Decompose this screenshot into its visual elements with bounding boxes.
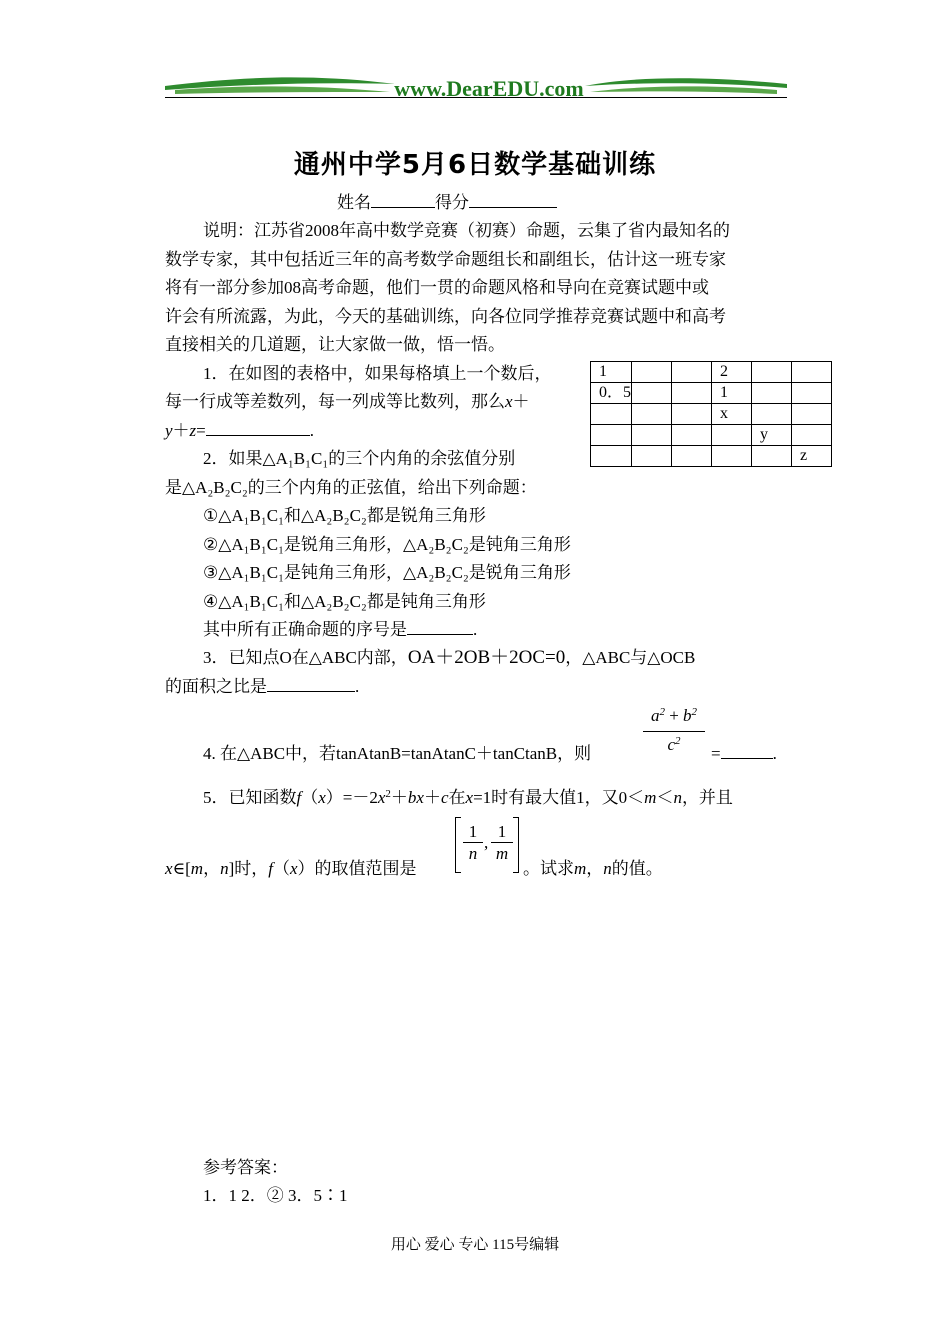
q4-denominator: $c^2$	[667, 735, 681, 754]
q4-numerator: $a^2 + b^2$	[650, 706, 698, 725]
q1-grid-table	[590, 361, 832, 467]
q1-answer-blank[interactable]	[206, 421, 310, 436]
q5-frac-1: 1 n	[463, 822, 483, 865]
grid-cell	[792, 404, 832, 425]
grid-cell	[752, 404, 792, 425]
intro-line-3: 将有一部分参加08高考命题，他们一贯的命题风格和导向在竞赛试题中或	[165, 278, 709, 297]
grid-cell	[632, 425, 672, 446]
q5-line-1: 5．已知函数$f(x)=-2x^2+bx+c$在x=1时有最大值1，又0＜m＜n，并且	[203, 788, 733, 807]
intro-line-5: 直接相关的几道题，让大家做一做，悟一悟。	[165, 335, 505, 354]
q5-interval	[455, 817, 519, 873]
grid-cell	[632, 362, 672, 383]
grid-row	[591, 446, 832, 467]
name-score-row	[337, 193, 557, 213]
grid-cell	[712, 446, 752, 467]
grid-cell: 1	[591, 362, 632, 383]
grid-cell: 1	[712, 383, 752, 404]
q2-ask: 其中所有正确命题的序号是 .	[203, 620, 478, 639]
q2-option-4: ④△A₁B₁C₁和△A₂B₂C₂都是钝角三角形	[203, 592, 486, 611]
intro-line-4: 许会有所流露，为此，今天的基础训练，向各位同学推荐竞赛试题中和高考	[165, 307, 726, 326]
grid-cell: x	[712, 404, 752, 425]
q1-var-z: z	[189, 421, 197, 440]
grid-cell	[752, 383, 792, 404]
q5-frac-comma: ,	[484, 833, 489, 852]
q4-fraction	[641, 704, 707, 758]
q5-line-2-start: x∈[m，n]时，f（x）的取值范围是	[165, 859, 417, 878]
answers-text: 1．1 2．② 3．5∶1	[203, 1186, 348, 1205]
q1-var-x: x	[505, 392, 513, 411]
score-label: 得分	[435, 193, 469, 212]
q4-answer-blank[interactable]	[721, 744, 773, 759]
grid-cell	[632, 383, 672, 404]
grid-cell: z	[792, 446, 832, 467]
grid-cell	[752, 446, 792, 467]
grid-cell	[591, 425, 632, 446]
q1-line-3: y＋z= .	[165, 421, 315, 440]
score-blank[interactable]	[469, 193, 557, 208]
logo-right-swoosh-lower	[590, 86, 777, 94]
grid-cell	[672, 362, 712, 383]
header-rule	[165, 97, 787, 98]
grid-cell: 2	[712, 362, 752, 383]
q2-line-1: 2．如果△A₁B₁C₁的三个内角的余弦值分别	[203, 449, 516, 468]
q2-answer-blank[interactable]	[407, 620, 473, 635]
intro-line-2: 数学专家，其中包括近三年的高考数学命题组长和副组长，估计这一班专家	[165, 250, 726, 269]
answers-label: 参考答案：	[203, 1158, 288, 1177]
grid-cell	[672, 383, 712, 404]
grid-cell	[591, 446, 632, 467]
grid-cell	[752, 362, 792, 383]
q2-option-2: ②△A₁B₁C₁是锐角三角形，△A₂B₂C₂是钝角三角形	[203, 535, 571, 554]
grid-cell: y	[752, 425, 792, 446]
q1-line-1: 1．在如图的表格中，如果每格填上一个数后，	[203, 364, 552, 383]
grid-cell	[792, 425, 832, 446]
grid-row	[591, 362, 832, 383]
grid-row	[591, 425, 832, 446]
intro-line-1: 说明：江苏省2008年高中数学竞赛（初赛）命题，云集了省内最知名的	[203, 221, 730, 240]
q2-line-2: 是△A₂B₂C₂的三个内角的正弦值，给出下列命题：	[165, 478, 537, 497]
q2-option-3: ③△A₁B₁C₁是钝角三角形，△A₂B₂C₂是锐角三角形	[203, 563, 571, 582]
grid-cell	[632, 446, 672, 467]
grid-cell	[591, 404, 632, 425]
q4-answer: = .	[711, 744, 777, 763]
q3-line-1: 3．已知点O在△ABC内部，OA＋2OB＋2OC=0，△ABC与△OCB	[203, 647, 696, 668]
q5-frac-2: 1 m	[491, 822, 513, 865]
q4-text: 4. 在△ABC中，若tanAtanB=tanAtanC＋tanCtanB，则	[203, 744, 592, 763]
q2-option-1: ①△A₁B₁C₁和△A₂B₂C₂都是锐角三角形	[203, 506, 486, 525]
grid-cell: 0．5	[591, 383, 632, 404]
name-blank[interactable]	[371, 193, 435, 208]
grid-cell	[672, 446, 712, 467]
grid-row	[591, 404, 832, 425]
grid-cell	[792, 362, 832, 383]
q3-line-2: 的面积之比是 .	[165, 677, 360, 696]
logo-text: www.DearEDU.com	[394, 76, 584, 101]
grid-cell	[672, 404, 712, 425]
grid-cell	[632, 404, 672, 425]
page-footer: 用心 爱心 专心 115号编辑	[390, 1237, 560, 1253]
grid-cell	[712, 425, 752, 446]
q3-answer-blank[interactable]	[267, 677, 355, 692]
logo-left-swoosh-lower	[175, 86, 390, 94]
q1-var-y: y	[165, 421, 173, 440]
grid-row	[591, 383, 832, 404]
page-title: 通州中学5月6日数学基础训练	[293, 150, 657, 180]
grid-cell	[792, 383, 832, 404]
q1-line-2: 每一行成等差数列，每一列成等比数列，那么x＋	[165, 392, 530, 411]
q3-vector-equation: OA＋2OB＋2OC=0	[407, 647, 566, 668]
site-logo	[165, 70, 787, 104]
grid-cell	[672, 425, 712, 446]
name-label: 姓名	[337, 193, 371, 212]
q5-line-2-end: 。试求m，n的值。	[523, 859, 663, 878]
